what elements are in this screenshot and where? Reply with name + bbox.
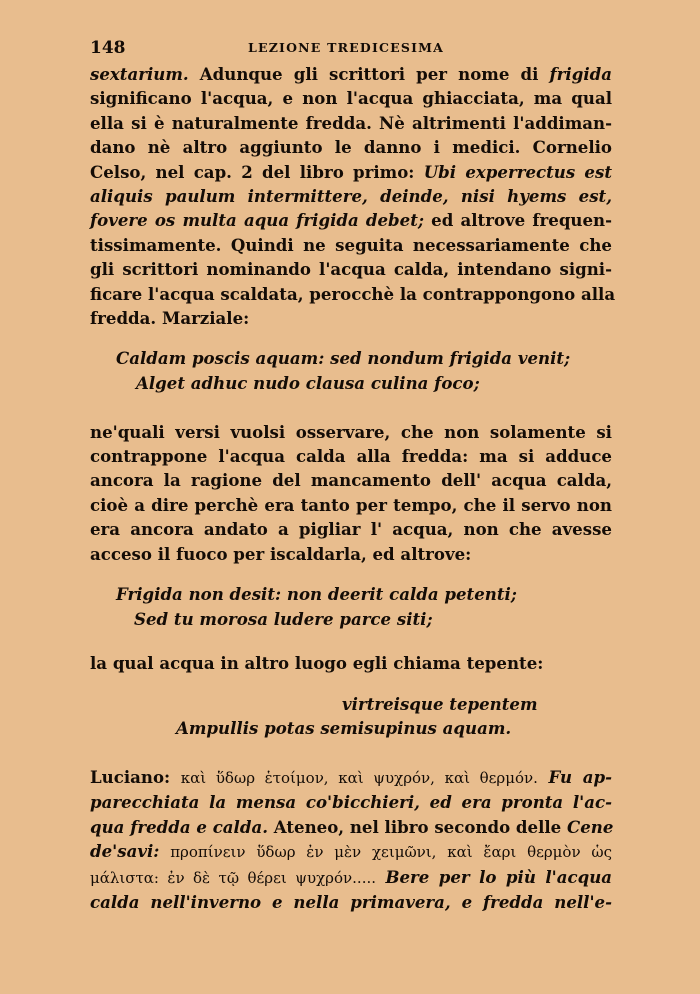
text-line: fredda. Marziale: [90,308,250,329]
verse-line: virtreisque tepentem [342,693,538,714]
text-line: μάλιστα: ἐν δὲ τῷ θέρει ψυχρόν..... Bere per lo più l'acqua [90,866,613,887]
text-line: la qual acqua in altro luogo egli chiama tepente: [90,653,544,674]
text-line: contrappone l'acqua calda alla fredda: ma si adduce [90,446,612,467]
text-line: aliquis paulum intermittere, deinde, nisi hyems est, [90,186,612,207]
text-line: fovere os multa aqua frigida debet; ed altrove frequen- [90,210,612,231]
verse-line: Sed tu morosa ludere parce siti; [134,608,433,629]
book-page [90,38,616,914]
paragraph-4 [90,765,612,914]
verse-quote-1 [90,346,612,395]
paragraph-2 [90,420,612,566]
text-line: ella si è naturalmente fredda. Nè altrimenti l'addiman- [90,112,612,133]
text-line: dano nè altro aggiunto le danno i medici. Cornelio [90,137,612,158]
text-line: qua fredda e calda. Ateneo, nel libro secondo delle Cene [90,816,614,837]
text-line: tissimamente. Quindi ne seguita necessariamente che [90,234,612,255]
verse-line: Alget adhuc nudo clausa culina foco; [136,373,480,394]
text-line: Celso, nel cap. 2 del libro primo: Ubi experrectus est [90,161,612,182]
text-line: parecchiata la mensa co'bicchieri, ed era pronta l'ac- [90,792,612,813]
verse-quote-2 [90,582,612,631]
text-line: sextarium. Adunque gli scrittori per nome di frigida [90,64,612,84]
paragraph-3 [90,651,612,675]
verse-line: Frigida non desit: non deerit calda petenti; [116,584,517,605]
page-header [90,38,612,60]
text-line: significano l'acqua, e non l'acqua ghiacciata, ma qual [90,88,612,109]
text-line: calda nell'inverno e nella primavera, e fredda nell'e- [90,891,613,912]
page-number: 148 [90,38,126,58]
running-title: LEZIONE TREDICESIMA [248,40,445,55]
verse-line: Ampullis potas semisupinus aquam. [176,718,512,739]
text-line: Luciano: καὶ ὕδωρ ἑτοίμον, καὶ ψυχρόν, καὶ θερμόν. Fu ap- [90,766,612,787]
text-line: ficare l'acqua scaldata, perocchè la contrappongono alla [90,283,616,304]
text-line: de'savi: προπίνειν ὕδωρ ἐν μὲν χειμῶνι, καὶ ἔαρι θερμὸν ὡς [90,841,612,862]
verse-line: Caldam poscis aquam: sed nondum frigida venit; [116,348,571,369]
text-line: cioè a dire perchè era tanto per tempo, che il servo non [90,494,612,515]
paragraph-1 [90,62,616,330]
verse-quote-3 [90,692,612,741]
text-line: era ancora andato a pigliar l' acqua, non che avesse [90,519,612,540]
text-line: acceso il fuoco per iscaldarla, ed altrove: [90,543,472,564]
text-line: gli scrittori nominando l'acqua calda, intendano signi- [90,259,612,280]
text-line: ne'quali versi vuolsi osservare, che non solamente si [90,421,612,442]
text-line: ancora la ragione del mancamento dell' acqua calda, [90,470,612,491]
